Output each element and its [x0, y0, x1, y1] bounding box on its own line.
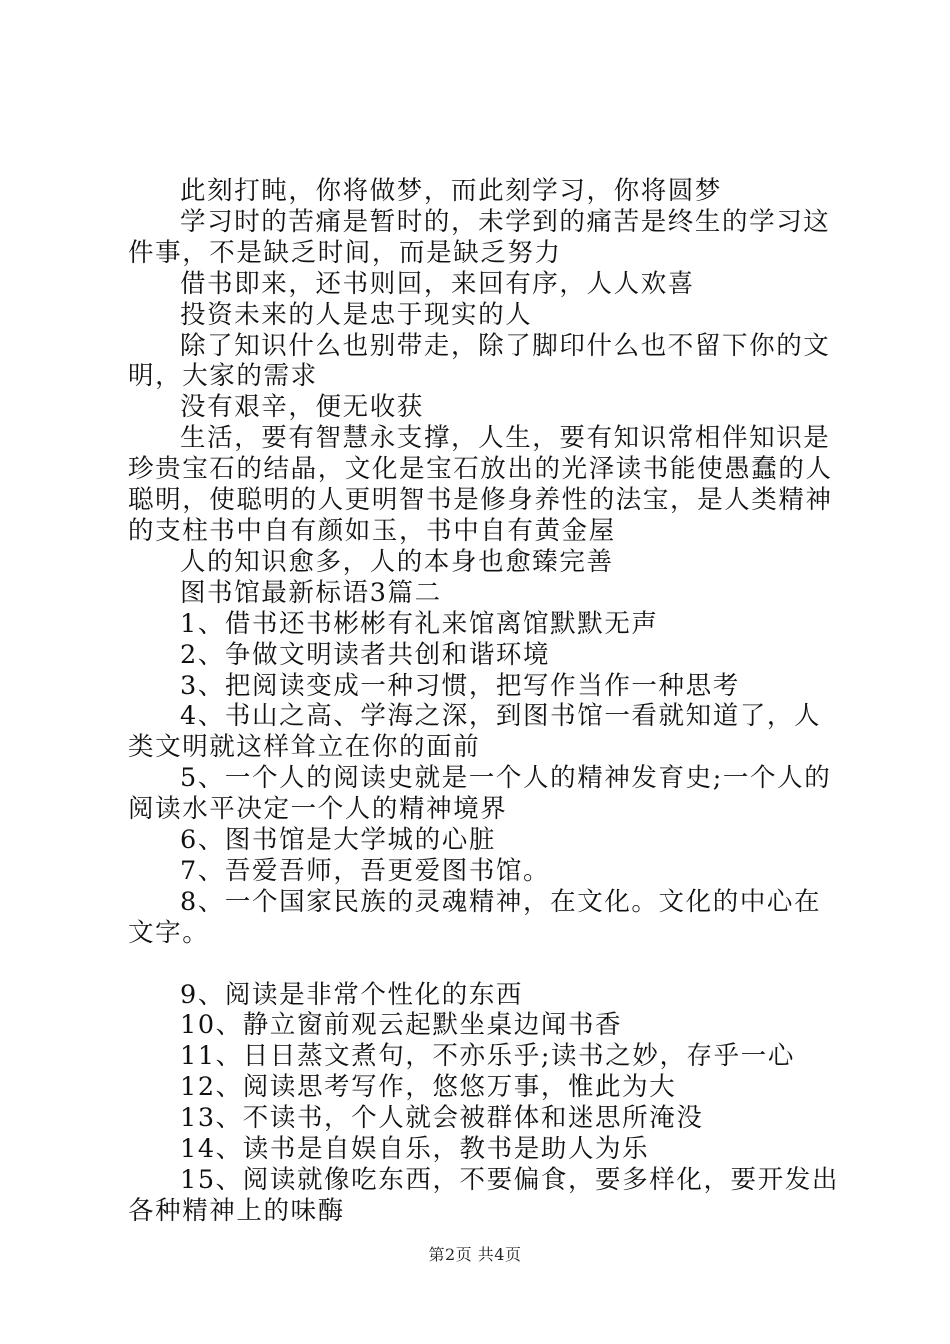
list-item: 8、一个国家民族的灵魂精神，在文化。文化的中心在文字。	[128, 886, 822, 948]
list-item: 4、书山之高、学海之深，到图书馆一看就知道了，人类文明就这样耸立在你的面前	[128, 701, 822, 763]
document-body	[128, 176, 844, 1227]
paragraph: 借书即来，还书则回，来回有序，人人欢喜	[180, 268, 695, 299]
paragraph: 除了知识什么也别带走，除了脚印什么也不留下你的文明，大家的需求	[128, 330, 831, 392]
list-item: 6、图书馆是大学城的心脏	[180, 825, 496, 856]
paragraph: 此刻打盹，你将做梦，而此刻学习，你将圆梦	[180, 176, 723, 206]
list-item: 14、读书是自娱自乐，教书是助人为乐	[180, 1134, 650, 1165]
list-item: 2、争做文明读者共创和谐环境	[180, 639, 551, 670]
list-item: 9、阅读是非常个性化的东西	[180, 979, 524, 1010]
paragraph: 学习时的苦痛是暂时的，未学到的痛苦是终生的学习这件事，不是缺乏时间，而是缺乏努力	[128, 206, 831, 268]
list-item: 10、静立窗前观云起默坐桌边闻书香	[180, 1010, 623, 1041]
paragraph: 生活，要有智慧永支撑，人生，要有知识常相伴知识是珍贵宝石的结晶，文化是宝石放出的光泽读书能使愚蠢的人聪明，使聪明的人更明智书是修身养性的法宝，是人类精神的支柱书中自有颜如玉，书中自有黄金屋	[128, 423, 833, 546]
paragraph: 人的知识愈多，人的本身也愈臻完善	[180, 546, 614, 577]
list-item: 13、不读书，个人就会被群体和迷思所淹没	[180, 1103, 704, 1134]
list-item: 11、日日蒸文煮句，不亦乐乎;读书之妙，存乎一心	[180, 1041, 795, 1072]
list-item: 5、一个人的阅读史就是一个人的精神发育史;一个人的阅读水平决定一个人的精神境界	[128, 763, 832, 825]
list-item: 15、阅读就像吃东西，不要偏食，要多样化，要开发出各种精神上的味酶	[128, 1164, 839, 1226]
list-item: 1、借书还书彬彬有礼来馆离馆默默无声	[180, 608, 659, 639]
list-item: 12、阅读思考写作，悠悠万事，惟此为大	[180, 1072, 677, 1103]
list-item: 3、把阅读变成一种习惯，把写作当作一种思考	[180, 670, 740, 701]
list-item: 7、吾爱吾师，吾更爱图书馆。	[180, 855, 551, 886]
section-heading: 图书馆最新标语3篇二	[180, 577, 442, 608]
paragraph: 投资未来的人是忠于现实的人	[180, 299, 533, 330]
page-number-footer: 第2页 共4页	[428, 1245, 522, 1264]
paragraph: 没有艰辛，便无收获	[180, 392, 424, 423]
